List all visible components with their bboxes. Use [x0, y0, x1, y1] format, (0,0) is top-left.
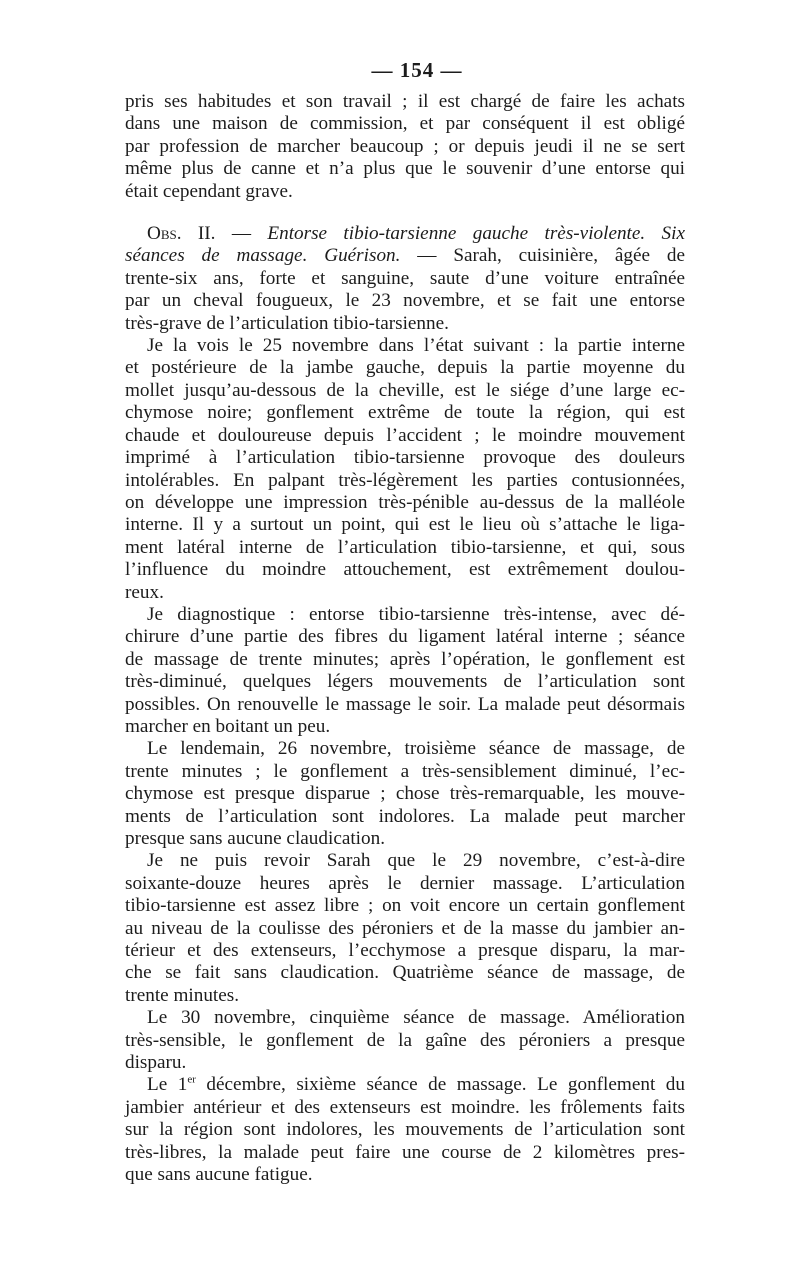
- text-line: marcher en boitant un peu.: [125, 715, 331, 737]
- book-page: [125, 58, 685, 1187]
- text-line: même plus de canne et n’a plus que le souvenir d’une entorse qui: [125, 158, 685, 180]
- text-line: de massage de trente minutes; après l’opération, le gonflement est: [125, 648, 685, 670]
- observation-paragraph: [125, 223, 685, 335]
- text-line: et postérieure de la jambe gauche, depuis la partie moyenne du: [125, 357, 685, 379]
- body-paragraph: [125, 1074, 685, 1186]
- text-line: Obs. II. — Entorse tibio-tarsienne gauche très-violente. Six: [147, 223, 685, 245]
- text-line: ments de l’articulation sont indolores. La malade peut marcher: [125, 805, 685, 827]
- observation-title: séances de massage. Guérison.: [125, 245, 401, 267]
- body-paragraph: [125, 738, 685, 850]
- body-paragraph: [125, 91, 685, 203]
- text-line: que sans aucune fatigue.: [125, 1164, 313, 1186]
- text-line: Le 30 novembre, cinquième séance de massage. Amélioration: [147, 1007, 685, 1029]
- page-text: [125, 91, 685, 1187]
- text-line: chymose noire; gonflement extrême de toute la région, qui est: [125, 402, 685, 424]
- text-line: ment latéral interne de l’articulation tibio-tarsienne, et qui, sous: [125, 536, 685, 558]
- text-line: soixante-douze heures après le dernier massage. L’articulation: [125, 872, 685, 894]
- text-line: chymose est presque disparue ; chose très-remarquable, les mouve-: [125, 783, 685, 805]
- text-line: dans une maison de commission, et par conséquent il est obligé: [125, 113, 685, 135]
- text-line: disparu.: [125, 1052, 187, 1074]
- observation-label: Obs. II.: [147, 223, 216, 245]
- text-line: tibio-tarsienne est assez libre ; on voit encore un certain gonflement: [125, 895, 685, 917]
- text-line: très-grave de l’articulation tibio-tarsienne.: [125, 312, 449, 334]
- text-line: l’influence du moindre attouchement, est extrêmement doulou-: [125, 559, 685, 581]
- text-line: sur la région sont indolores, les mouvements de l’articulation sont: [125, 1119, 685, 1141]
- text-line: séances de massage. Guérison. — Sarah, cuisinière, âgée de: [125, 245, 685, 267]
- body-paragraph: [125, 604, 685, 738]
- body-paragraph: [125, 335, 685, 604]
- observation-title: Entorse tibio-tarsienne gauche très-violente. Six: [267, 223, 685, 245]
- text-line: presque sans aucune claudication.: [125, 828, 385, 849]
- text-line: par profession de marcher beaucoup ; or depuis jeudi il ne se sert: [125, 135, 685, 157]
- text-line: pris ses habitudes et son travail ; il est chargé de faire les achats: [125, 91, 685, 112]
- text-line: Le lendemain, 26 novembre, troisième séance de massage, de: [147, 738, 685, 760]
- text-line: très-diminué, quelques légers mouvements de l’articulation sont: [125, 671, 685, 693]
- text-line: Je ne puis revoir Sarah que le 29 novembre, c’est-à-dire: [147, 850, 685, 872]
- text-line: Je diagnostique : entorse tibio-tarsienne très-intense, avec dé-: [147, 603, 685, 625]
- text-line: jambier antérieur et des extenseurs est moindre. les frôlements faits: [125, 1096, 685, 1118]
- body-paragraph: [125, 1007, 685, 1074]
- text-line: chirure d’une partie des fibres du ligament latéral interne ; séance: [125, 626, 685, 648]
- text-line: imprimé à l’articulation tibio-tarsienne provoque des douleurs: [125, 447, 685, 469]
- body-paragraph: [125, 850, 685, 1007]
- text-line: au niveau de la coulisse des péroniers et de la masse du jambier an-: [125, 917, 685, 939]
- text-line: très-libres, la malade peut faire une course de 2 kilomètres pres-: [125, 1141, 685, 1163]
- text-line: par un cheval fougueux, le 23 novembre, et se fait une entorse: [125, 290, 685, 312]
- text-line: était cependant grave.: [125, 180, 293, 202]
- text-line: reux.: [125, 581, 164, 603]
- text-line: mollet jusqu’au-dessous de la cheville, est le siége d’une large ec-: [125, 379, 685, 401]
- text-line: possibles. On renouvelle le massage le soir. La malade peut désormais: [125, 693, 685, 715]
- text-line: chaude et douloureuse depuis l’accident ; le moindre mouvement: [125, 424, 685, 446]
- text-line: trente minutes.: [125, 984, 240, 1006]
- text-line: térieur et des extenseurs, l’ecchymose a presque disparu, la mar-: [125, 940, 685, 962]
- text-line: Je la vois le 25 novembre dans l’état suivant : la partie interne: [147, 335, 685, 357]
- text-line: intolérables. En palpant très-légèrement les parties contusionnées,: [125, 469, 685, 491]
- text-line: on développe une impression très-pénible au-dessus de la malléole: [125, 491, 685, 513]
- text-line: Le 1er décembre, sixième séance de massage. Le gonflement du: [147, 1074, 685, 1096]
- text-line: trente minutes ; le gonflement a très-sensiblement diminué, l’ec-: [125, 760, 685, 782]
- text-line: interne. Il y a surtout un point, qui est le lieu où s’attache le liga-: [125, 514, 685, 536]
- page-number: — 154 —: [371, 58, 463, 82]
- text-line: très-sensible, le gonflement de la gaîne des péroniers a presque: [125, 1029, 685, 1051]
- text-line: trente-six ans, forte et sanguine, saute d’une voiture entraînée: [125, 267, 685, 289]
- text-line: che se fait sans claudication. Quatrième séance de massage, de: [125, 962, 685, 984]
